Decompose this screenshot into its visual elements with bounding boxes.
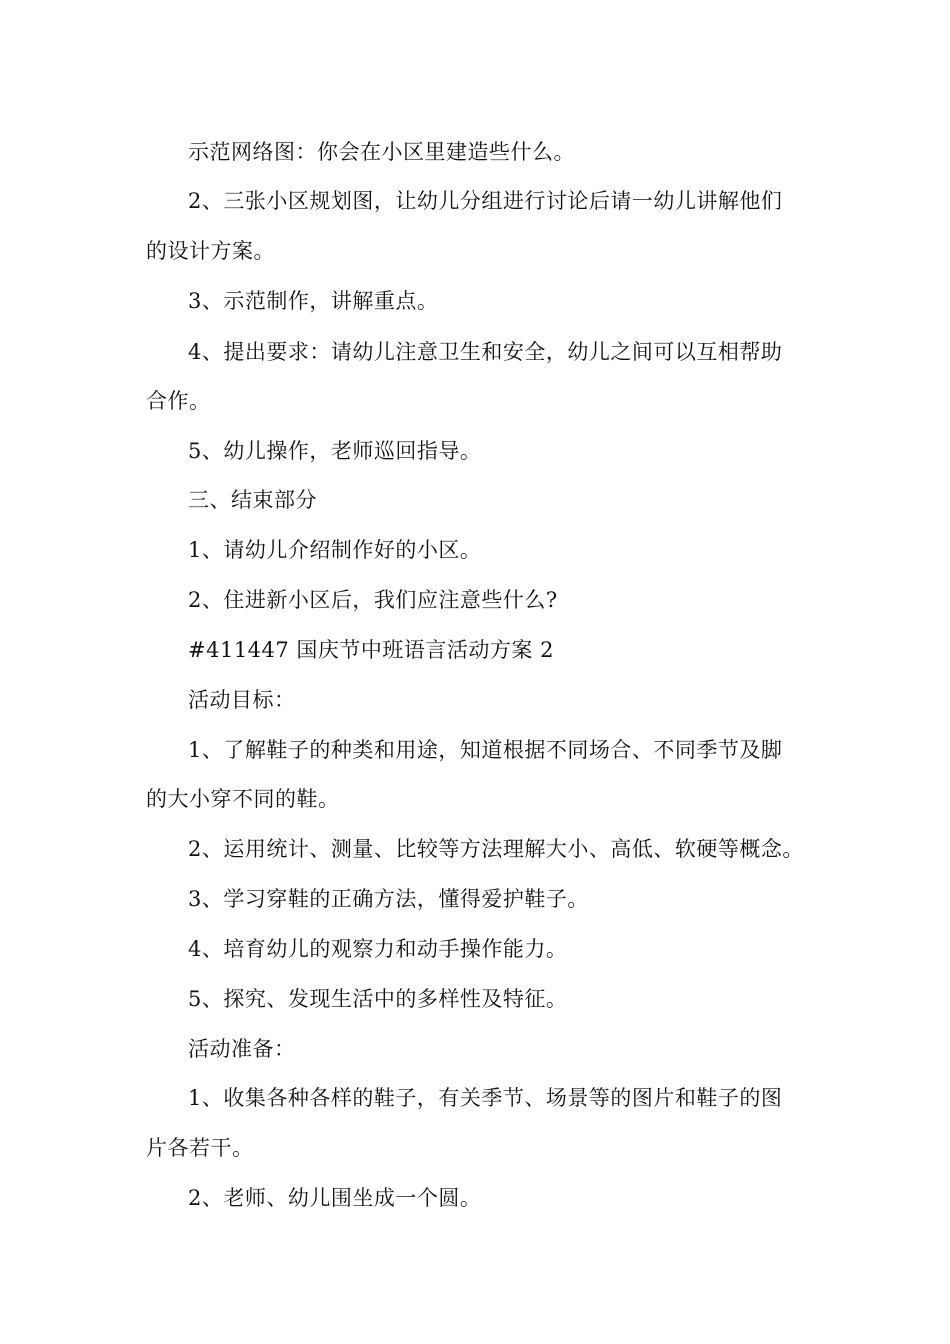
paragraph-line: 示范网络图：你会在小区里建造些什么。 xyxy=(188,140,575,164)
paragraph-line: 的大小穿不同的鞋。 xyxy=(146,787,340,811)
paragraph-line: 5、幼儿操作，老师巡回指导。 xyxy=(188,439,482,463)
paragraph-line: 的设计方案。 xyxy=(146,239,275,263)
paragraph-line: 2、老师、幼儿围坐成一个圆。 xyxy=(188,1186,482,1210)
paragraph-line: 1、了解鞋子的种类和用途，知道根据不同场合、不同季节及脚 xyxy=(188,738,783,762)
section-heading: 三、结束部分 xyxy=(188,488,317,512)
section-heading: 活动准备： xyxy=(188,1037,296,1061)
paragraph-line: 3、示范制作，讲解重点。 xyxy=(188,289,439,313)
paragraph-line: 4、培育幼儿的观察力和动手操作能力。 xyxy=(188,937,568,961)
paragraph-line: 4、提出要求：请幼儿注意卫生和安全，幼儿之间可以互相帮助 xyxy=(188,340,783,364)
document-title: #411447 国庆节中班语言活动方案 2 xyxy=(188,638,554,662)
paragraph-line: 1、请幼儿介绍制作好的小区。 xyxy=(188,538,482,562)
paragraph-line: 3、学习穿鞋的正确方法，懂得爱护鞋子。 xyxy=(188,887,589,911)
paragraph-line: 1、收集各种各样的鞋子，有关季节、场景等的图片和鞋子的图 xyxy=(188,1086,783,1110)
paragraph-line: 5、探究、发现生活中的多样性及特征。 xyxy=(188,987,568,1011)
section-heading: 活动目标： xyxy=(188,688,296,712)
paragraph-line: 2、运用统计、测量、比较等方法理解大小、高低、软硬等概念。 xyxy=(188,837,804,861)
paragraph-line: 2、三张小区规划图，让幼儿分组进行讨论后请一幼儿讲解他们 xyxy=(188,189,783,213)
paragraph-line: 片各若干。 xyxy=(146,1136,254,1160)
paragraph-line: 2、住进新小区后，我们应注意些什么? xyxy=(188,588,558,612)
paragraph-line: 合作。 xyxy=(146,389,211,413)
